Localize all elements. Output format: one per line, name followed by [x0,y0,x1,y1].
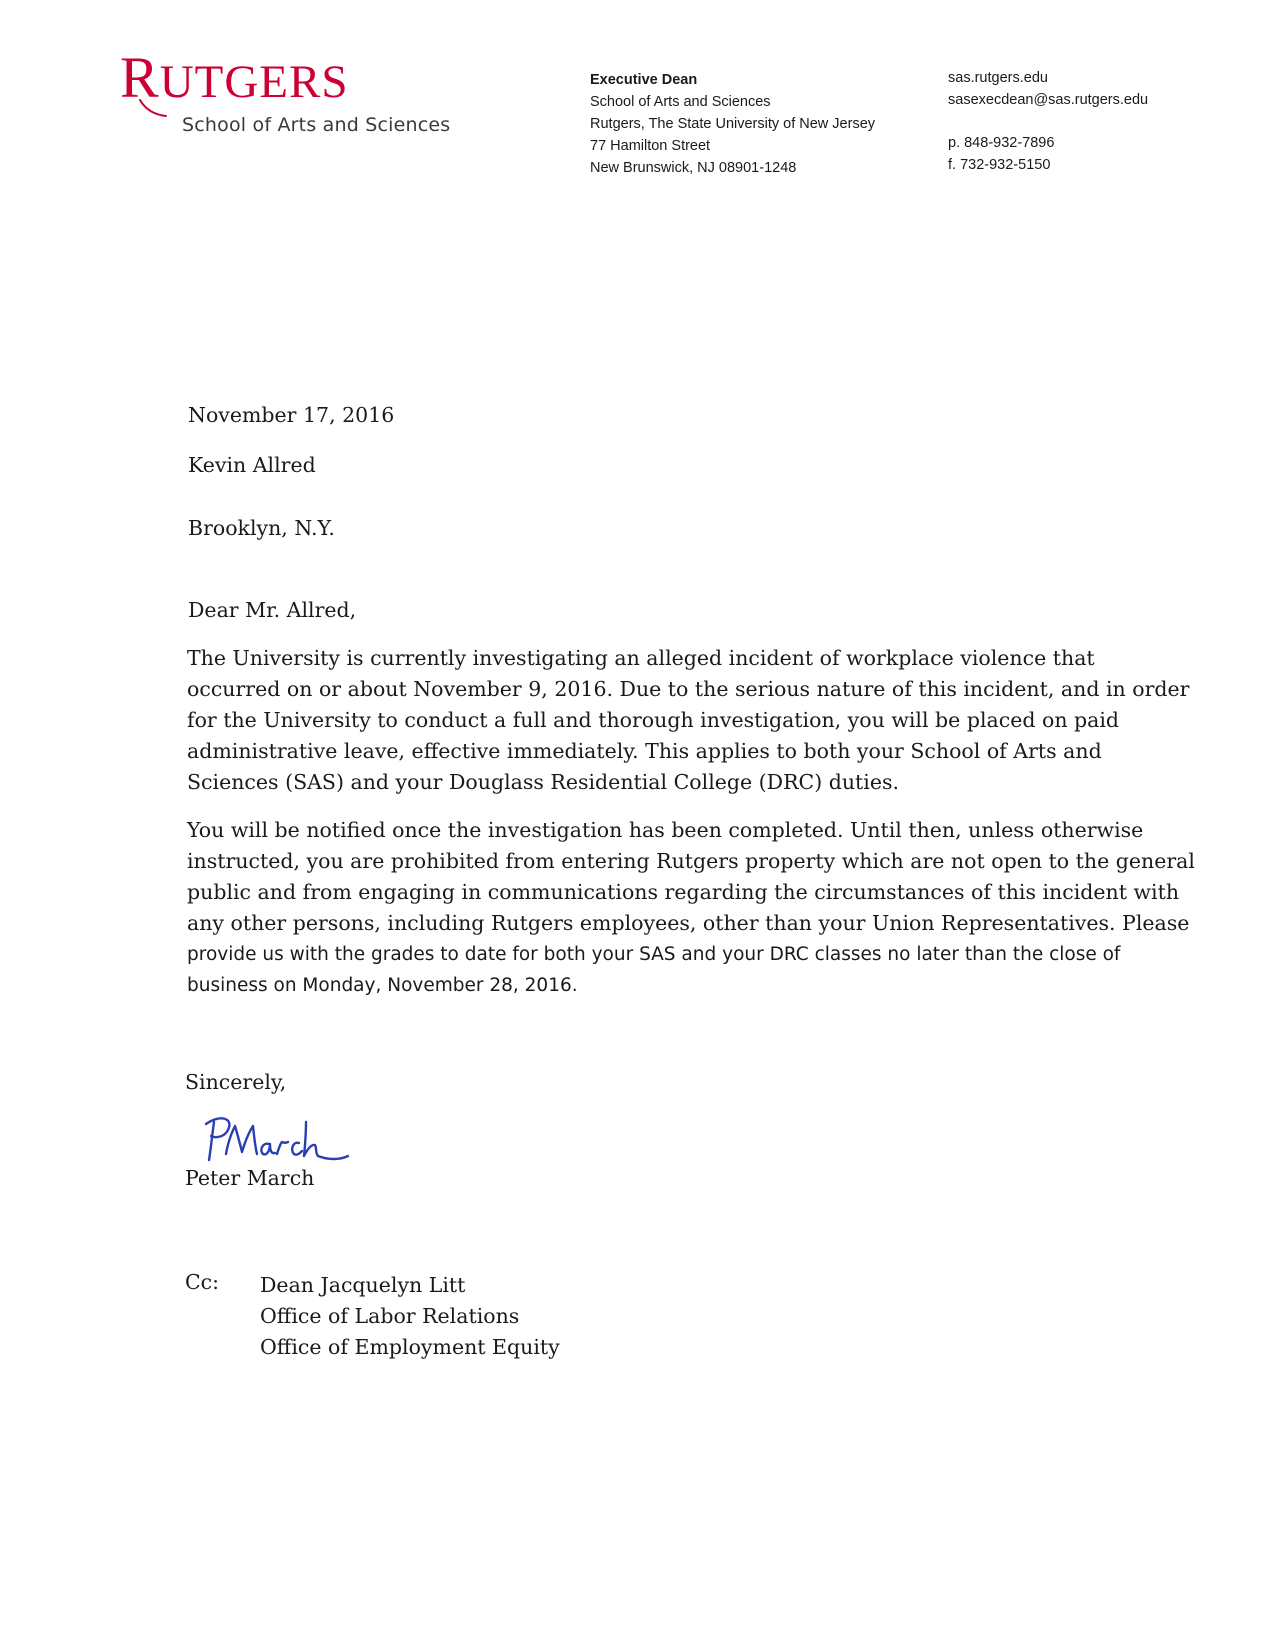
paragraph-line: occurred on or about November 9, 2016. Due to the serious nature of this incident, and in order [187,677,1190,701]
cc-recipient: Office of Employment Equity [260,1335,560,1359]
contact-website[interactable]: sas.rutgers.edu [948,70,1048,86]
paragraph-line: business on Monday, November 28, 2016. [187,975,578,996]
signature-image [202,1108,352,1168]
closing: Sincerely, [185,1070,287,1094]
office-street: 77 Hamilton Street [590,138,711,154]
office-city: New Brunswick, NJ 08901-1248 [590,160,797,176]
office-contact [948,67,1148,176]
signer-name: Peter March [185,1166,315,1190]
logo-swash-icon [138,98,168,118]
recipient-city: Brooklyn, N.Y. [188,516,335,540]
paragraph-line: You will be notified once the investigation has been completed. Until then, unless otherwise [187,818,1144,842]
recipient-name: Kevin Allred [188,453,316,477]
paragraph-line: Sciences (SAS) and your Douglass Residential College (DRC) duties. [187,770,900,794]
logo-subtitle: School of Arts and Sciences [182,114,451,136]
paragraph-line: administrative leave, effective immediately. This applies to both your School of Arts and [187,739,1102,763]
logo-wordmark: RUTGERS [120,45,349,110]
cc-recipient: Dean Jacquelyn Litt [260,1273,466,1297]
salutation: Dear Mr. Allred, [188,598,357,622]
rutgers-logo [120,45,451,136]
cc-list [260,1270,560,1363]
cc-recipient: Office of Labor Relations [260,1304,520,1328]
cc-label: Cc: [185,1270,220,1294]
paragraph-line: for the University to conduct a full and thorough investigation, you will be placed on paid [187,708,1120,732]
paragraph-line: provide us with the grades to date for both your SAS and your DRC classes no later than the close of [187,944,1121,965]
office-school: School of Arts and Sciences [590,94,771,110]
office-university: Rutgers, The State University of New Jersey [590,116,876,132]
letter-date: November 17, 2016 [188,403,395,427]
paragraph-line: The University is currently investigating an alleged incident of workplace violence that [187,646,1095,670]
office-title: Executive Dean [590,72,698,88]
contact-email[interactable]: sasexecdean@sas.rutgers.edu [948,92,1149,108]
contact-phone: p. 848-932-7896 [948,135,1055,151]
paragraph-line: public and from engaging in communications regarding the circumstances of this incident with [187,880,1180,904]
body-paragraph-2 [187,815,1195,1001]
contact-spacer [948,111,1148,132]
paragraph-line: any other persons, including Rutgers employees, other than your Union Representatives. Please [187,911,1190,935]
body-paragraph-1 [187,643,1190,798]
contact-fax: f. 732-932-5150 [948,157,1051,173]
paragraph-line: instructed, you are prohibited from entering Rutgers property which are not open to the general [187,849,1195,873]
office-address [590,69,875,179]
